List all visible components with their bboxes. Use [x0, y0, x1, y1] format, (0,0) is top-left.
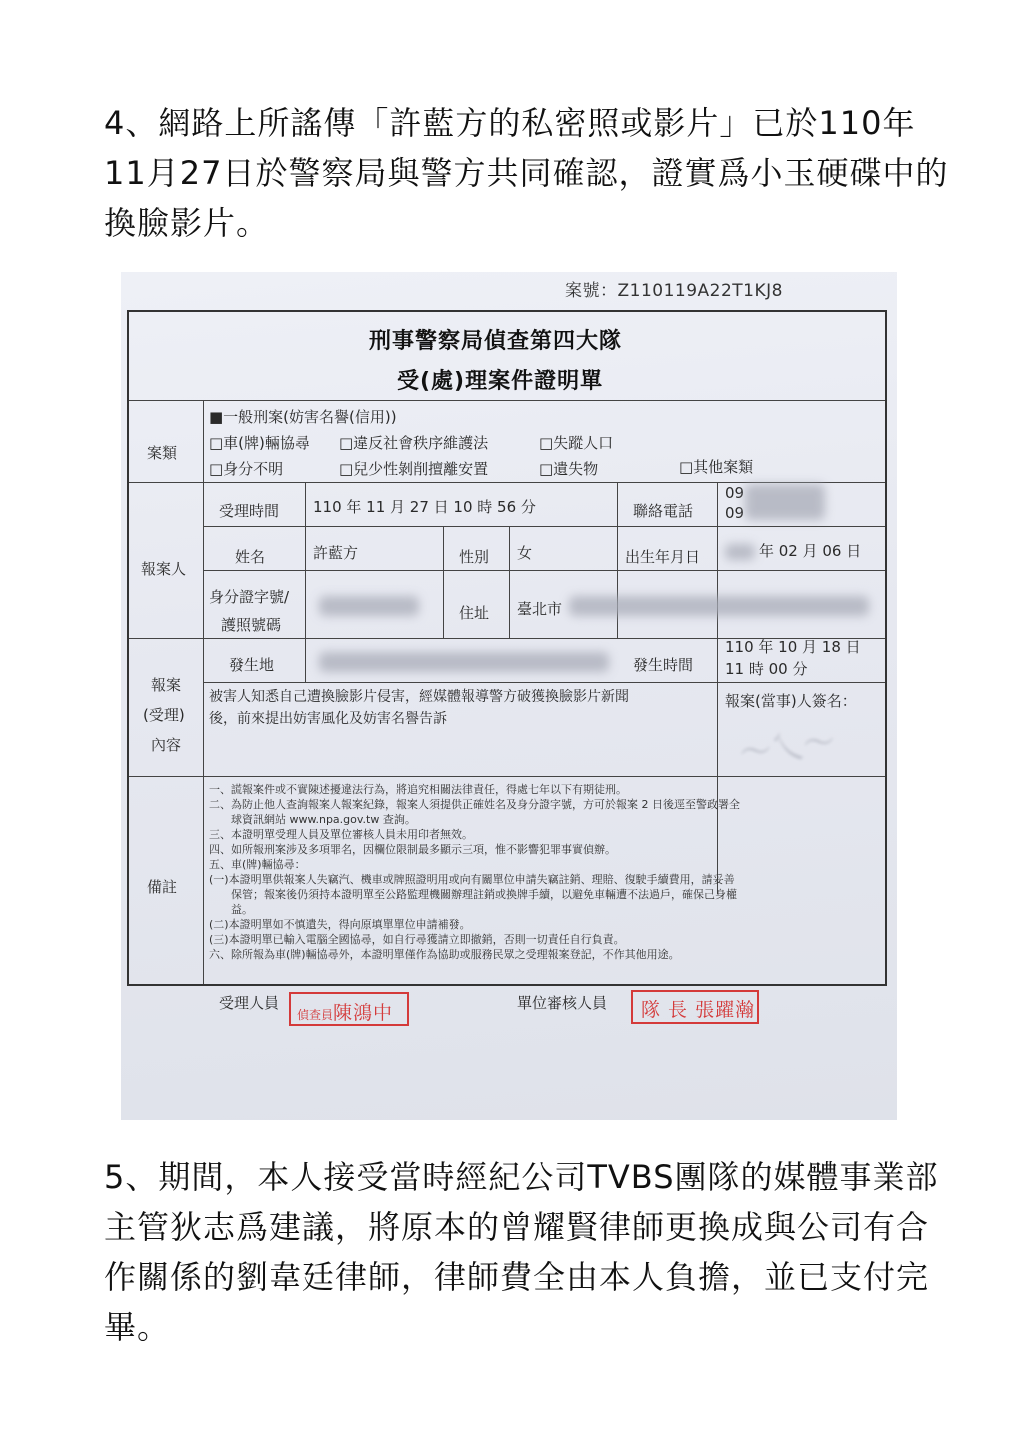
paragraph-5-line: 作關係的劉韋廷律師，律師費全由本人負擔，並已支付完	[104, 1258, 930, 1296]
location-label: 發生地	[229, 656, 275, 674]
name-value: 許藍方	[313, 544, 359, 562]
paragraph-5-line: 主管狄志爲建議，將原本的曾耀賢律師更換成與公司有合	[104, 1208, 930, 1246]
gender-value: 女	[517, 544, 533, 562]
reviewer-stamp	[631, 990, 759, 1024]
case-type-unknown-id: □身分不明	[209, 460, 284, 478]
paragraph-4-line: 11月27日於警察局與警方共同確認，證實爲小玉硬碟中的	[104, 154, 949, 192]
birth-value: 年 02 月 06 日	[759, 542, 862, 560]
note-line: 球資訊網站 www.npa.gov.tw 查詢。	[209, 813, 416, 826]
id-label-2: 護照號碼	[221, 616, 282, 634]
receiver-stamp	[289, 992, 409, 1026]
paragraph-4-line: 換臉影片。	[104, 204, 270, 242]
note-line: 六、除所報為車(牌)輛協尋外，本證明單僅作為協助或服務民眾之受理報案登記，不作其他用途。	[209, 948, 680, 961]
note-line: 益。	[209, 903, 253, 916]
paragraph-5	[104, 1152, 939, 1352]
birth-label: 出生年月日	[625, 548, 701, 566]
reporter-label: 報案人	[141, 560, 187, 578]
case-number: 案號：Z110119A22T1KJ8	[565, 281, 783, 301]
notes-label: 備註	[147, 878, 178, 896]
certificate-form	[127, 310, 887, 986]
reviewer-stamp-text: 隊 長 張躍瀚	[641, 999, 756, 1021]
id-label-1: 身分證字號/	[209, 588, 290, 606]
case-type-child: □兒少性剝削擅離安置	[339, 460, 489, 478]
receiver-stamp-name: 陳鴻中	[333, 1002, 394, 1024]
case-type-other: □其他案類	[679, 458, 754, 476]
report-content-2: 後，前來提出妨害風化及妨害名譽告訴	[209, 711, 447, 727]
phone-2: 09	[725, 504, 745, 522]
reviewer-label: 單位審核人員	[517, 994, 608, 1012]
report-content-1: 被害人知悉自己遭換臉影片侵害，經媒體報導警方破獲換臉影片新聞	[209, 689, 629, 705]
occur-time-value-1: 110 年 10 月 18 日	[725, 638, 861, 656]
paragraph-5-line: 5、期間，本人接受當時經紀公司TVBS團隊的媒體事業部	[104, 1158, 939, 1196]
accept-time-label: 受理時間	[219, 502, 280, 520]
occur-time-label: 發生時間	[633, 656, 694, 674]
note-line: 二、為防止他人查詢報案人報案紀錄，報案人須提供正確姓名及身分證字號，方可於報案 2 日後逕至警政署全	[209, 798, 740, 811]
form-photo	[121, 272, 897, 1120]
form-subtitle: 受(處)理案件證明單	[397, 369, 604, 394]
notes-list	[209, 782, 881, 962]
report-label-1: 報案	[151, 676, 182, 694]
case-type-missing: □失蹤人口	[539, 434, 614, 452]
signature-mark: 〜乀〜	[737, 721, 838, 773]
signature-label: 報案(當事)人簽名：	[725, 692, 857, 710]
note-line: 四、如所報刑案涉及多項罪名，因欄位限制最多顯示三項，惟不影響犯罪事實偵辦。	[209, 843, 616, 856]
note-line: 五、車(牌)輛協尋：	[209, 858, 306, 871]
occur-time-value-2: 11 時 00 分	[725, 660, 808, 678]
paragraph-4-line: 4、網路上所謠傳「許藍方的私密照或影片」已於110年	[104, 104, 916, 142]
phone-1: 09	[725, 484, 745, 502]
note-line: 保管；報案後仍須持本證明單至公路監理機關辦理註銷或換牌手續，以避免車輛遭不法過戶，確保己身權	[209, 888, 737, 901]
note-line: 一、謊報案件或不實陳述擾違法行為，將追究相關法律責任，得處七年以下有期徒刑。	[209, 783, 627, 796]
case-type-general: ■一般刑案(妨害名譽(信用))	[209, 408, 397, 426]
address-value: 臺北市	[517, 600, 563, 618]
phone-label: 聯絡電話	[633, 502, 694, 520]
report-label-3: 內容	[151, 736, 182, 754]
case-type-label: 案類	[147, 444, 178, 462]
accept-time-value: 110 年 11 月 27 日 10 時 56 分	[313, 498, 536, 516]
form-title: 刑事警察局偵查第四大隊	[369, 329, 623, 354]
case-type-social-order: □違反社會秩序維護法	[339, 434, 489, 452]
gender-label: 性別	[459, 548, 490, 566]
report-label-2: (受理)	[143, 706, 185, 724]
paragraph-4	[104, 98, 949, 248]
case-type-vehicle: □車(牌)輛協尋	[209, 434, 310, 452]
address-label: 住址	[459, 604, 490, 622]
paragraph-5-line: 畢。	[104, 1308, 171, 1346]
name-label: 姓名	[235, 548, 266, 566]
case-type-lost: □遺失物	[539, 460, 599, 478]
note-line: 三、本證明單受理人員及單位審核人員未用印者無效。	[209, 828, 473, 841]
note-line: (三)本證明單已輸入電腦全國協尋，如自行尋獲請立即撤銷，否則一切責任自行負責。	[209, 933, 625, 946]
receiver-stamp-title: 偵查員	[297, 1008, 334, 1022]
note-line: (二)本證明單如不慎遺失，得向原填單單位申請補發。	[209, 918, 471, 931]
receiver-label: 受理人員	[219, 994, 280, 1012]
note-line: (一)本證明單供報案人失竊汽、機車或牌照證明用或向有關單位申請失竊註銷、理賠、復駛手續費用，請妥善	[209, 873, 735, 886]
